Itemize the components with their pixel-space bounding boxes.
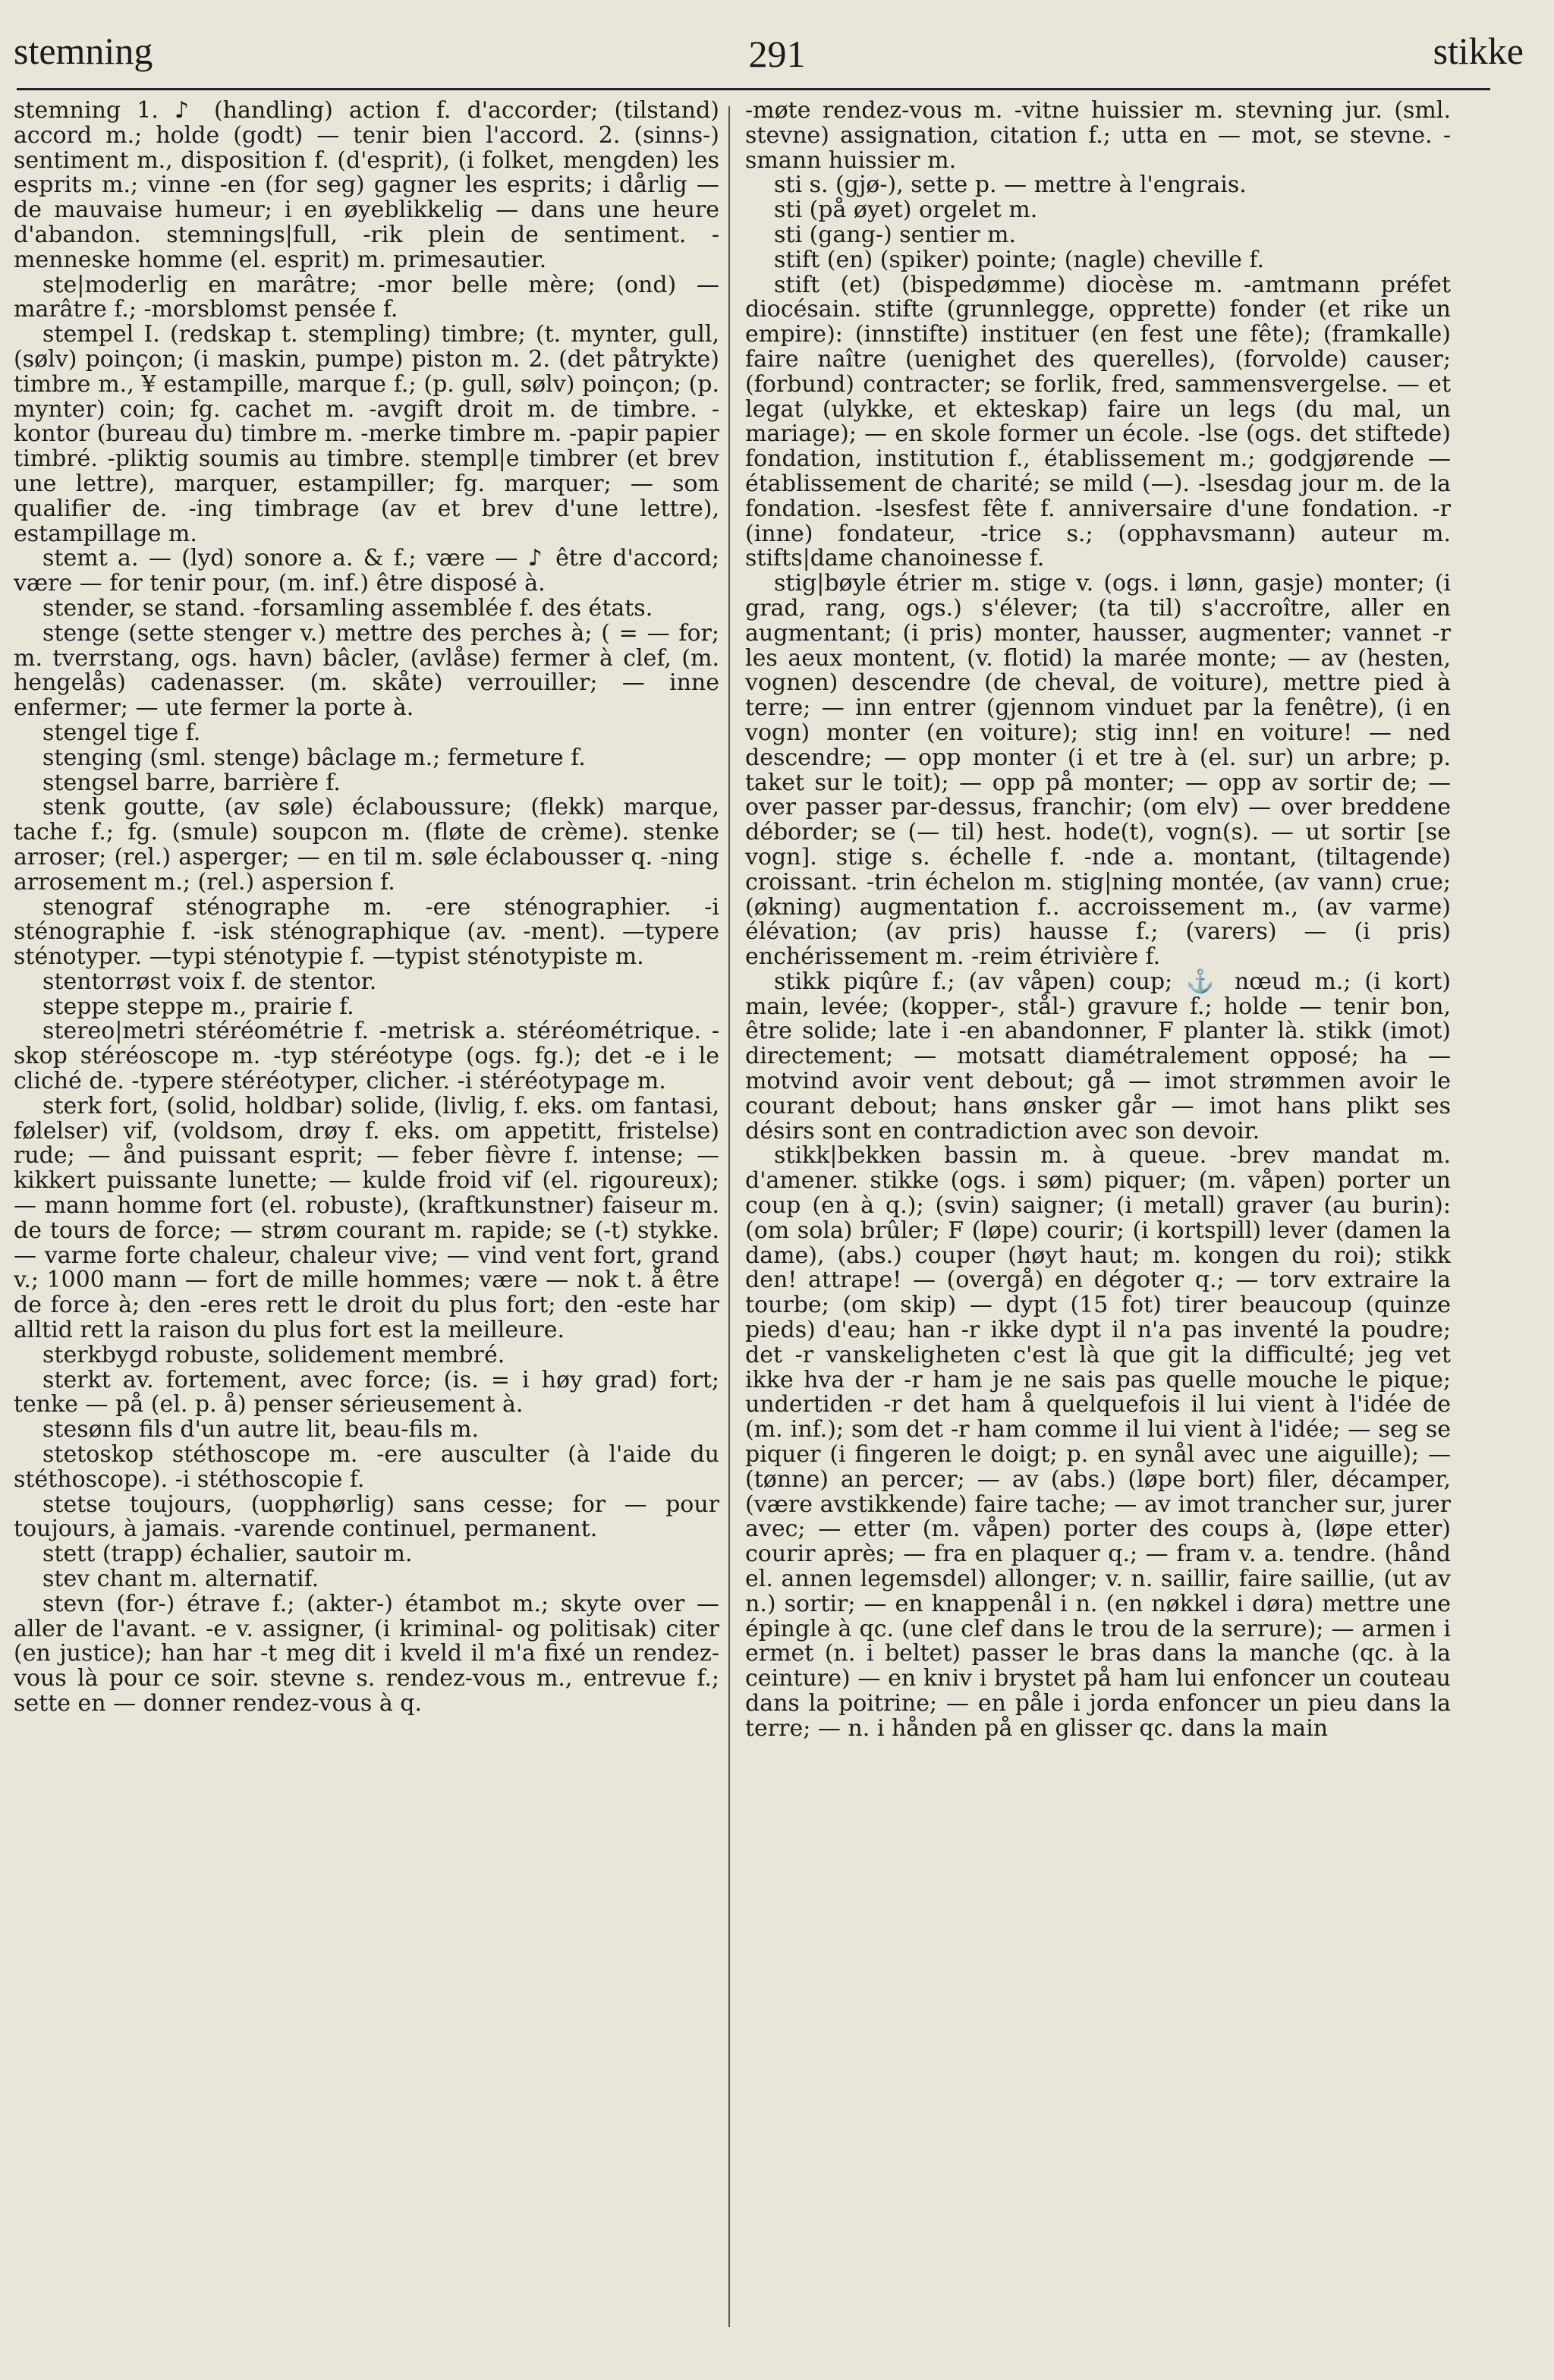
- dictionary-entry: stenk goutte, (av søle) éclaboussure; (flekk) marque, tache f.; fg. (smule) soupcon m. (fløte de crème). stenke arroser; (rel.) asperger; — en til m. søle éclabousser q. -ning arrosement m.; (rel.) aspersion f.: [14, 794, 719, 896]
- running-head-left: stemning: [14, 30, 153, 72]
- dictionary-entry: sterkt av. fortement, avec force; (is. = i høy grad) fort; tenke — på (el. p. å) penser sérieusement à.: [14, 1366, 719, 1418]
- dictionary-entry: stevn (for-) étrave f.; (akter-) étambot m.; skyte over — aller de l'avant. -e v. assigner, (i kriminal- og politisak) citer (en justice); han har -t meg dit i kveld il m'a fixé un rendez-vous là pour ce soir. stevne s. rendez-vous m., entrevue f.; sette en — donner rendez-vous à q.: [14, 1590, 719, 1717]
- dictionary-entry: stenge (sette stenger v.) mettre des perches à; ( = — for; m. tverrstang, ogs. havn) bâcler, (avlåse) fermer à clef, (m. hengelås) cadenasser. (m. skåte) verrouiller; — inne enfermer; — ute fermer la porte à.: [14, 619, 719, 722]
- dictionary-entry: stengel tige f.: [42, 719, 201, 746]
- running-head-right: stikke: [1433, 30, 1524, 72]
- dictionary-entry: sti (gang-) sentier m.: [774, 221, 1017, 248]
- dictionary-entry: stenging (sml. stenge) bâclage m.; fermeture f.: [42, 744, 586, 771]
- dictionary-entry: stereo|metri stéréométrie f. -metrisk a. stéréométrique. -skop stéréoscope m. -typ stéréotype (ogs. fg.); det -e i le cliché de. -typere stéréotyper, clicher. -i stéréotypage m.: [14, 1018, 719, 1095]
- right-column: [745, 99, 1451, 1742]
- dictionary-entry: stentorrøst voix f. de stentor.: [42, 968, 377, 995]
- dictionary-entry: stemt a. — (lyd) sonore a. & f.; være — ♪ être d'accord; være — for tenir pour, (m. inf.) être disposé à.: [14, 545, 719, 597]
- dictionary-entry: stempel I. (redskap t. stempling) timbre; (t. mynter, gull, (sølv) poinçon; (i maskin, pumpe) piston m. 2. (det påtrykte) timbre m., ¥ estampille, marque f.; (p. gull, sølv) poinçon; (p. mynter) coin; fg. cachet m. -avgift droit m. de timbre. -kontor (bureau du) timbre m. -merke timbre m. -papir papier timbré. -pliktig soumis au timbre. stempl|e timbrer (et brev une lettre), marquer, estampiller; fg. marquer; — som qualifier de. -ing timbrage (av et brev d'une lettre), estampillage m.: [14, 321, 719, 547]
- column-divider: [728, 106, 730, 2327]
- dictionary-entry: sterk fort, (solid, holdbar) solide, (livlig, f. eks. om fantasi, følelser) vif, (voldsom, drøy f. eks. om appetitt, fristelse) rude; — ånd puissant esprit; — feber fièvre f. intense; — kikkert puissante lunette; — kulde froid vif (el. rigoureux); — mann homme fort (el. robuste), (kraftkunstner) faiseur m. de tours de force; — strøm courant m. rapide; se (-t) stykke. — varme forte chaleur, chaleur vive; — vind vent fort, grand v.; 1000 mann — fort de mille hommes; være — nok t. å être de force à; den -eres rett le droit du plus fort; den -este har alltid rett la raison du plus fort est la meilleure.: [14, 1092, 719, 1344]
- dictionary-entry: ste|moderlig en marâtre; -mor belle mère; (ond) — marâtre f.; -morsblomst pensée f.: [14, 271, 719, 323]
- dictionary-entry: stikk|bekken bassin m. à queue. -brev mandat m. d'amener. stikke (ogs. i søm) piquer; (m. våpen) porter un coup (en à q.); (svin) saigner; (i metall) graver (au burin): (om sola) brûler; F (løpe) courir; (i kortspill) lever (damen la dame), (abs.) couper (høyt haut; m. kongen du roi); stikk den! attrape! — (overgå) en dégoter q.; — torv extraire la tourbe; (om skip) — dypt (15 fot) tirer beaucoup (quinze pieds) d'eau; han -r ikke dypt il n'a pas inventé la poudre; det -r vanskeligheten c'est là que git la difficulté; jeg vet ikke hva der -r ham je ne sais pas quelle mouche le pique; undertiden -r det ham å quelquefois il lui vient à l'idée de (m. inf.); som det -r ham comme il lui vient à l'idée; — seg se piquer (i fingeren le doigt; p. en synål avec une aiguille); — (tønne) an percer; — av (abs.) (løpe bort) filer, décamper, (være avstikkende) faire tache; — av imot trancher sur, jurer avec; — etter (m. våpen) porter des coups à, (løpe etter) courir après; — fra en plaquer q.; — fram v. a. tendre. (hånd el. annen legemsdel) allonger; v. n. saillir, faire saillie, (ut av n.) sortir; — en knappenål i n. (en nøkkel i døra) mettre une épingle à qc. (une clef dans le trou de la serrure); — armen i ermet (n. i beltet) passer le bras dans la manche (qc. à la ceinture) — en kniv i brystet på ham lui enfoncer un couteau dans la poitrine; — en påle i jorda enfoncer un pieu dans la terre; — n. i hånden på en glisser qc. dans la main: [745, 1142, 1451, 1742]
- dictionary-entry: stift (et) (bispedømme) diocèse m. -amtmann préfet diocésain. stifte (grunnlegge, opprette) fonder (et rike un empire): (innstifte) instituer (en fest une fête); (framkalle) faire naître (uenighet des querelles), (forvolde) causer; (forbund) contracter; se forlik, fred, sammensvergelse. — et legat (ulykke, et ekteskap) faire un legs (du mal, un mariage); — en skole former un école. -lse (ogs. det stiftede) fondation, institution f., établissement m.; godgjørende — établissement de charité; se mild (—). -lsesdag jour m. de la fondation. -lsesfest fête f. anniversaire d'une fondation. -r (inne) fondateur, -trice s.; (opphavsmann) auteur m. stifts|dame chanoinesse f.: [745, 271, 1451, 572]
- dictionary-entry: stift (en) (spiker) pointe; (nagle) cheville f.: [774, 246, 1264, 273]
- dictionary-entry: stig|bøyle étrier m. stige v. (ogs. i lønn, gasje) monter; (i grad, rang, ogs.) s'élever; (ta til) s'accroître, aller en augmentant; (i pris) monter, hausser, augmenter; vannet -r les aeux montent, (v. flotid) la marée monte; — av (hesten, vognen) descendre (de cheval, de voiture), mettre pied à terre; — inn entrer (gjennom vinduet par la fenêtre), (i en vogn) monter (en voiture); stig inn! en voiture! — ned descendre; — opp monter (i et tre à (el. sur) un arbre; p. taket sur le toit); — opp på monter; — opp av sortir de; — over passer par-dessus, franchir; (om elv) — over breddene déborder; se (— til) hest. hode(t), vogn(s). — ut sortir [se vogn]. stige s. échelle f. -nde a. montant, (tiltagende) croissant. -trin échelon m. stig|ning montée, (av vann) crue; (økning) augmentation f.. accroissement m., (av varme) élévation; (av pris) hausse f.; (varers) — (i pris) enchérissement m. -reim étrivière f.: [745, 570, 1451, 971]
- dictionary-entry: stev chant m. alternatif.: [42, 1566, 319, 1593]
- dictionary-entry: stetoskop stéthoscope m. -ere ausculter (à l'aide du stéthoscope). -i stéthoscopie f.: [14, 1441, 719, 1493]
- dictionary-entry: stesønn fils d'un autre lit, beau-fils m.: [42, 1416, 480, 1443]
- dictionary-entry: stengsel barre, barrière f.: [42, 769, 341, 796]
- dictionary-entry: stemning 1. ♪ (handling) action f. d'accorder; (tilstand) accord m.; holde (godt) — tenir bien l'accord. 2. (sinns-) sentiment m., disposition f. (d'esprit), (i folket, mengden) les esprits m.; vinne -en (for seg) gagner les esprits; i dårlig — de mauvaise humeur; i en øyeblikkelig — dans une heure d'abandon. stemnings|full, -rik plein de sentiment. -menneske homme (el. esprit) m. primesautier.: [14, 97, 719, 273]
- dictionary-entry: stett (trapp) échalier, sautoir m.: [42, 1541, 413, 1568]
- left-column: [14, 99, 719, 1717]
- dictionary-entry: sti s. (gjø-), sette p. — mettre à l'engrais.: [774, 172, 1247, 199]
- dictionary-entry: sterkbygd robuste, solidement membré.: [42, 1341, 505, 1368]
- dictionary-entry: steppe steppe m., prairie f.: [42, 993, 354, 1020]
- dictionary-entry: stenograf sténographe m. -ere sténographier. -i sténographie f. -isk sténographique (av. -ment). —typere sténotyper. —typi sténotypie f. —typist sténotypiste m.: [14, 893, 719, 971]
- page-number: 291: [748, 33, 806, 75]
- header-rule: [17, 88, 1490, 90]
- dictionary-entry: -møte rendez-vous m. -vitne huissier m. stevning jur. (sml. stevne) assignation, citation f.; utta en — mot, se stevne. -smann huissier m.: [745, 97, 1451, 174]
- dictionary-entry: stender, se stand. -forsamling assemblée f. des états.: [42, 594, 653, 622]
- dictionary-entry: stikk piqûre f.; (av våpen) coup; ⚓ nœud m.; (i kort) main, levée; (kopper-, stål-) gravure f.; holde — tenir bon, être solide; late i -en abandonner, F planter là. stikk (imot) directement; — motsatt diamétralement opposé; ha — motvind avoir vent debout; gå — imot strømmen avoir le courant debout; hans ønsker går — imot hans plikt ses désirs sont en contradiction avec son devoir.: [745, 968, 1451, 1144]
- dictionary-entry: sti (på øyet) orgelet m.: [774, 197, 1038, 224]
- dictionary-entry: stetse toujours, (uopphørlig) sans cesse; for — pour toujours, à jamais. -varende continuel, permanent.: [14, 1491, 719, 1543]
